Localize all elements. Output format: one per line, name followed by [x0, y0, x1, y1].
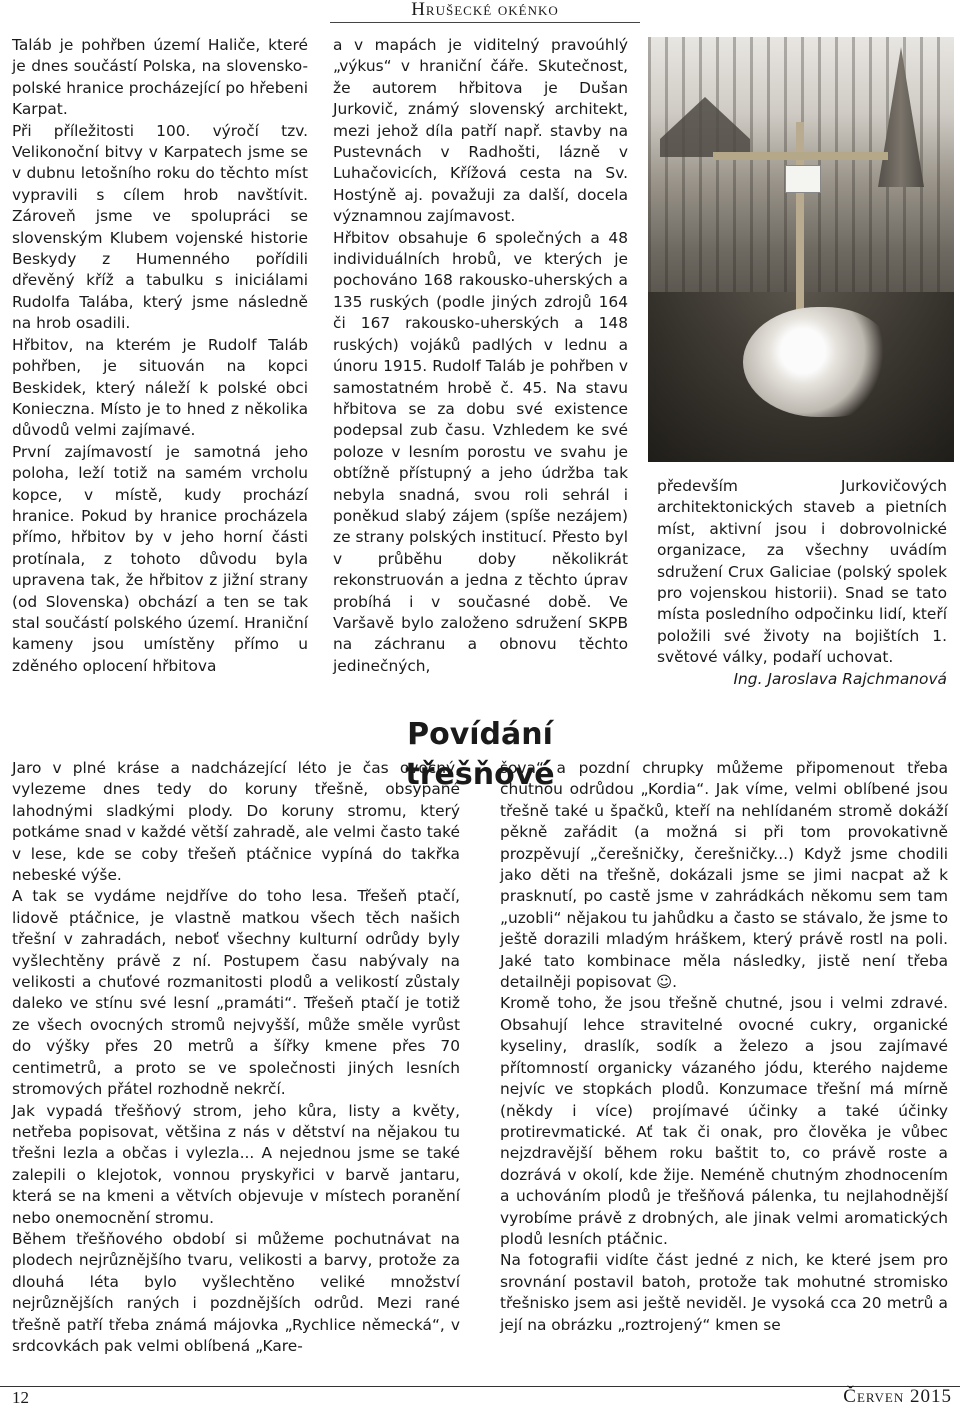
paragraph: Jak vypadá třešňový strom, jeho kůra, listy a květy, netřeba popisovat, většina z nás v dětství na nějakou tu třešni lezla a občas i vylezla... A nejednou jsme se také zalepili o klejotok, vonnou pryskyřici v barvě jantaru, která se na kmeni a větvích objevuje v místech poranění nebo onemocnění stromu.: [12, 1101, 460, 1227]
paragraph: A tak se vydáme nejdříve do toho lesa. Třešeň ptačí, lidově ptáčnice, je vlastně matkou všech těch našich třešní v zahradách, neboť všechny kulturní odrůdy byly vyšlechtěny právě z ní. Postupem času nabývaly na velikosti a chuťové rozmanitosti plodů a velikostí zůstaly daleko ve stínu své lesní „pramáti“. Třešeň ptačí je totiž ze všech ovocných stromů nejvyšší, může směle vyrůst do výšky přes 20 metrů a šířky kmene přes 70 centimetrů, a proto se ve společnosti jiných lesních stromových přátel rozhodně nekrčí.: [12, 887, 460, 1099]
article1-column-2: [333, 35, 628, 677]
paragraph: První zajímavostí je samotná jeho poloha, leží totiž na samém vrcholu kopce, v místě, kudy prochází hranice. Pokud by hranice procházela přímo, hřbitov by v jeho horní části protínala, z tohoto důvodu byla upravena tak, že hřbitov z jižní strany (od Slovenska) obchází a ten se tak stal součástí polského území. Hraniční kameny jsou umístěny přímo u zděného oplocení hřbitova: [12, 442, 308, 675]
cross-beam: [713, 152, 888, 160]
author-signature: Ing. Jaroslava Rajchmanová: [733, 669, 947, 688]
paragraph: Během třešňového období si můžeme pochutnávat na plodech nejrůznějšího tvaru, velikosti a barvy, protože za dlouhá léta bylo vyšlechtěno veliké množství nejrůznějších raných i pozdnějších odrůd. Mezi rané třešně patří třeba známá májovka „Rychlice německá“, v srdcovkách pak velmi oblíbená „Kare-: [12, 1229, 460, 1355]
name-plaque: [785, 165, 821, 193]
issue-date: Červen 2015: [843, 1386, 952, 1407]
article-title: Povídání třešňové: [405, 717, 555, 792]
flower-wreath: [743, 307, 893, 417]
article2-column-2: [500, 758, 948, 1336]
article2-column-1: [12, 758, 460, 1357]
magazine-header: Hrušecké okénko: [330, 0, 640, 23]
grave-cross-photo: [648, 37, 954, 462]
page-number: 12: [12, 1388, 29, 1407]
footer-rule: [0, 1386, 960, 1387]
paragraph: Jaro v plné kráse a nadcházející léto je čas ovocný, vylezeme dnes tedy do koruny třešně, obsypané lahodnými sladkými plody. Do koruny stromu, který potkáme snad v každé větší zahradě, ale velmi často také v lese, kde se coby třešeň ptáčnice vypíná do takřka nebeské výše.: [12, 759, 460, 885]
paragraph: Hřbitov obsahuje 6 společných a 48 individuálních hrobů, ve kterých je pochováno 168 rakousko-uherských a 135 ruských (podle jiných zdrojů 164 či 167 rakousko-uherských a 148 ruských) vojáků padlých v lednu a únoru 1915. Rudolf Taláb je pohřben v samostatném hrobě č. 45. Na stavu hřbitova se za dobu své existence podepsal zub času. Vzhledem ke své poloze v lesním porostu ve svahu je obtížně přístupný a jeho údržba tak nebyla snadná, svou roli sehrál i poněkud slabý zájem (spíše nezájem) ze strany polských institucí. Přesto byl v průběhu doby několikrát rekonstruován a jedna z těchto úprav probíhá i v současné době. Ve Varšavě bylo založeno sdružení SKPB na záchranu a obnovu těchto jedinečných,: [333, 228, 628, 675]
article1-column-3: [657, 476, 947, 690]
paragraph: šova“ a pozdní chrupky můžeme připomenout třeba chutnou odrůdou „Kordia“. Jak víme, velmi oblíbené jsou třešně také u špačků, kteří na nehlídaném stromě dokáží pěkně zařádit (a možná si při tom provokativně prozpěvují „čerešničky, čerešničky...) Když jsme chodili jako děti na třešně, dokázali jsme se jimi nacpat až k prasknutí, po castě jsme v zahrádkách někomu sem tam „uzobli“ nějakou tu jahůdku a často se stávalo, že jsme to ještě dorazili mladým hráškem, který právě rostl na poli. Jaké tato kombinace měla následky, jistě není třeba detailněji popisovat ☺.: [500, 759, 948, 992]
paragraph: a v mapách je viditelný pravoúhlý „výkus“ v hraniční čáře. Skutečnost, že autorem hřbitova je Dušan Jurkovič, známý slovenský architekt, mezi jehož díla patří např. stavby na Pustevnách v Radhošti, lázně v Luhačovicích, Křížová cesta na Sv. Hostýně aj. považuji za další, docela významnou zajímavost.: [333, 36, 628, 226]
paragraph: Při příležitosti 100. výročí tzv. Velikonoční bitvy v Karpatech jsme se v dubnu letošního roku do těchto míst vypravili s cílem hrob navštívit. Zároveň jsme ve spolupráci se slovenským Klubem vojenské historie Beskydy z Humenného pořídili dřevěný kříž a tabulku s iniciálami Rudolfa Talába, který jsme následně na hrob osadili.: [12, 121, 308, 333]
article1-column-1: [12, 35, 308, 677]
paragraph: Taláb je pohřben území Haliče, které je dnes součástí Polska, na slovensko-polské hranice procházející po hřebeni Karpat.: [12, 36, 308, 119]
paragraph: především Jurkovičových architektonických staveb a pietních míst, aktivní jsou i dobrovolnické organizace, za všechny uvádím sdružení Crux Galiciae (polský spolek pro vojenskou historii). Snad se tato místa posledního odpočinku lidí, kteří položili své životy na bojištích 1. světové války, podaří uchovat.: [657, 477, 947, 667]
paragraph: Kromě toho, že jsou třešně chutné, jsou i velmi zdravé. Obsahují lehce stravitelné ovocné cukry, organické kyseliny, draslík, sodík a železo a jsou zajímavé přítomností organicky vázaného jódu, kterého najdeme nejvíc ve stopkách plodů. Konzumace třešní má mírně (někdy i více) projímavé účinky a také účinky protirevmatické. Ať tak či onak, pro člověka je vůbec nejzdravější během roku baštit to, co právě roste a dozrává v okolí, kde žije. Neméně chutným zhodnocením a uchováním plodů je třešňová pálenka, tu nejlahodnější vyrobíme právě z drobných, ale jinak velmi aromatických plodů lesních ptáčnic.: [500, 994, 948, 1248]
paragraph: Na fotografii vidíte část jedné z nich, ke které jsem pro srovnání postavil batoh, protože tak mohutné stromisko třešnisko jsem asi ještě neviděl. Je vysoká cca 20 metrů a její na obrázku „roztrojený“ kmen se: [500, 1251, 948, 1334]
paragraph: Hřbitov, na kterém je Rudolf Taláb pohřben, je situován na kopci Beskidek, který náleží k polské obci Konieczna. Místo je to hned z několika důvodů velmi zajímavé.: [12, 335, 308, 440]
